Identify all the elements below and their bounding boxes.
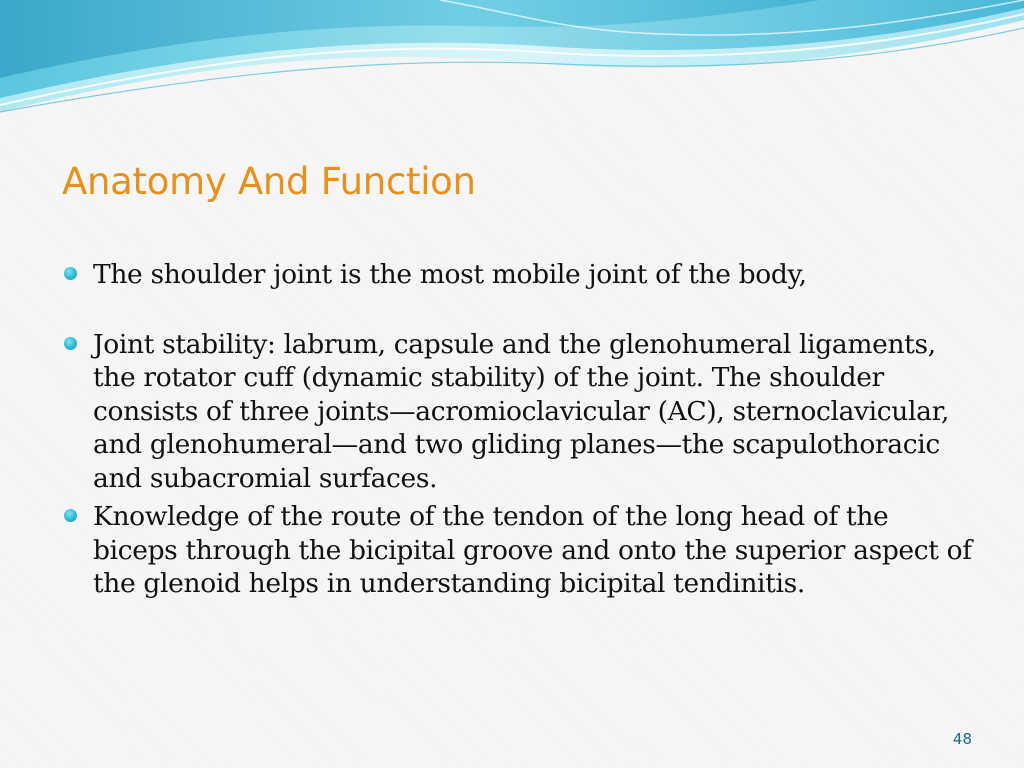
bullet-item — [62, 328, 972, 496]
bullet-text: The shoulder joint is the most mobile joint of the body, — [93, 259, 807, 290]
bullet-text: Joint stability: labrum, capsule and the glenohumeral ligaments, the rotator cuff (dynamic stability) of the joint. The shoulder consists of three joints—acromioclavicular (AC), sternoclavicular, and glenohumeral—and two gliding planes—the scapulothoracic and subacromial surfaces. — [93, 328, 950, 494]
round-bullet-icon — [64, 267, 77, 280]
round-bullet-icon — [64, 337, 77, 350]
bullet-text: Knowledge of the route of the tendon of the long head of the biceps through the bicipital groove and onto the superior aspect of the glenoid helps in understanding bicipital tendinitis. — [93, 501, 972, 599]
bullet-item — [62, 500, 972, 601]
slide-title: Anatomy And Function — [62, 160, 476, 203]
header-wave-decoration — [0, 0, 1024, 120]
round-bullet-icon — [64, 509, 77, 522]
bullet-list — [62, 258, 972, 601]
bullet-item — [62, 258, 972, 292]
page-number: 48 — [952, 730, 972, 748]
